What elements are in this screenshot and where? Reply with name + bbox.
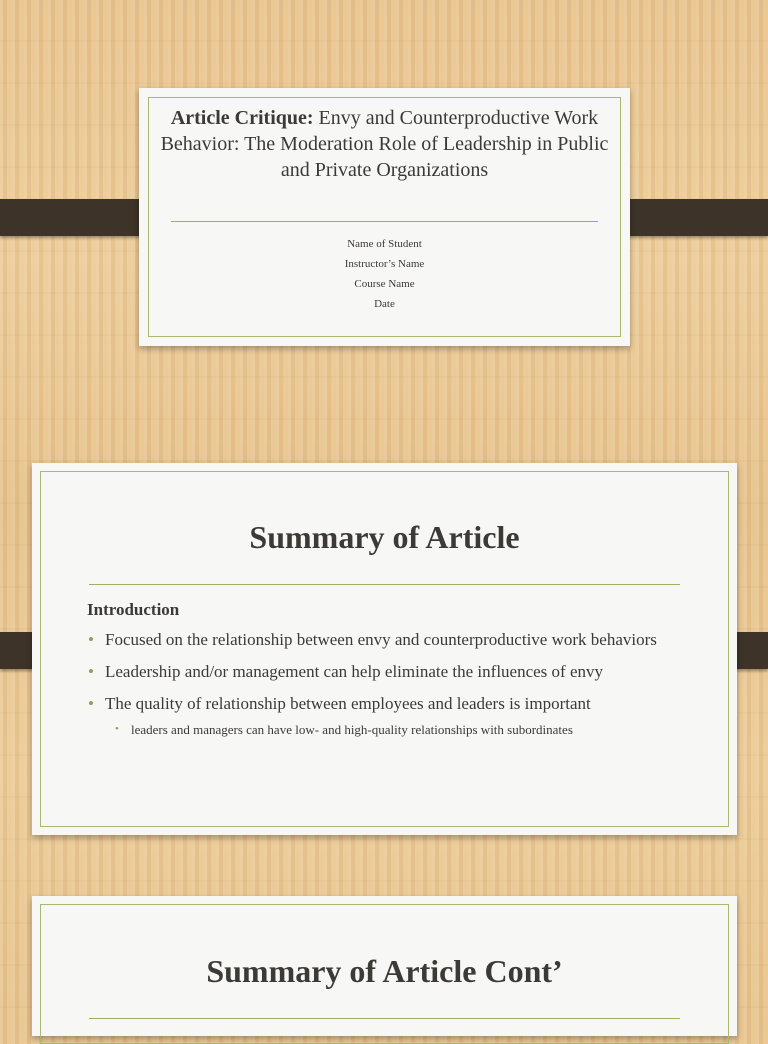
list-item — [87, 692, 697, 715]
bullet-text: Leadership and/or management can help eliminate the influences of envy — [105, 662, 603, 681]
bullet-icon: • — [88, 630, 94, 649]
bullet-text: The quality of relationship between employees and leaders is important — [105, 694, 591, 713]
bullet-icon: • — [115, 723, 119, 735]
instructor-name: Instructor’s Name — [344, 258, 425, 270]
title-divider — [171, 221, 598, 222]
sub-bullet-list — [87, 721, 697, 738]
bullet-icon: • — [88, 694, 94, 713]
slide-title-heading — [159, 105, 610, 183]
slide-summary[interactable] — [32, 463, 737, 835]
student-name: Name of Student — [347, 238, 422, 250]
band-left-1 — [0, 199, 156, 236]
title-bold: Article Critique: — [170, 107, 314, 129]
student-info — [139, 234, 630, 314]
slide-heading: Summary of Article Cont’ — [206, 953, 563, 989]
bullet-list — [87, 628, 697, 715]
slide-heading: Summary of Article — [249, 519, 520, 555]
date: Date — [374, 298, 395, 310]
list-item — [87, 628, 697, 651]
section-heading: Introduction — [87, 600, 180, 619]
bullet-text: Focused on the relationship between envy and counterproductive work behaviors — [105, 630, 657, 649]
sub-bullet-text: leaders and managers can have low- and high-quality relationships with subordinates — [131, 722, 573, 737]
title-rest: Envy and Counterproductive Work Behavior: The Moderation Role of Leadership in Public and Private Organizations — [160, 107, 609, 181]
heading-divider — [89, 1018, 680, 1019]
slide-body — [87, 600, 697, 738]
bullet-icon: • — [88, 662, 94, 681]
slide-title[interactable] — [139, 88, 630, 346]
list-item — [87, 660, 697, 683]
band-right-1 — [612, 199, 768, 236]
slide-summary-cont[interactable] — [32, 896, 737, 1036]
sub-list-item — [115, 721, 697, 738]
course-name: Course Name — [354, 278, 415, 290]
heading-divider — [89, 584, 680, 585]
